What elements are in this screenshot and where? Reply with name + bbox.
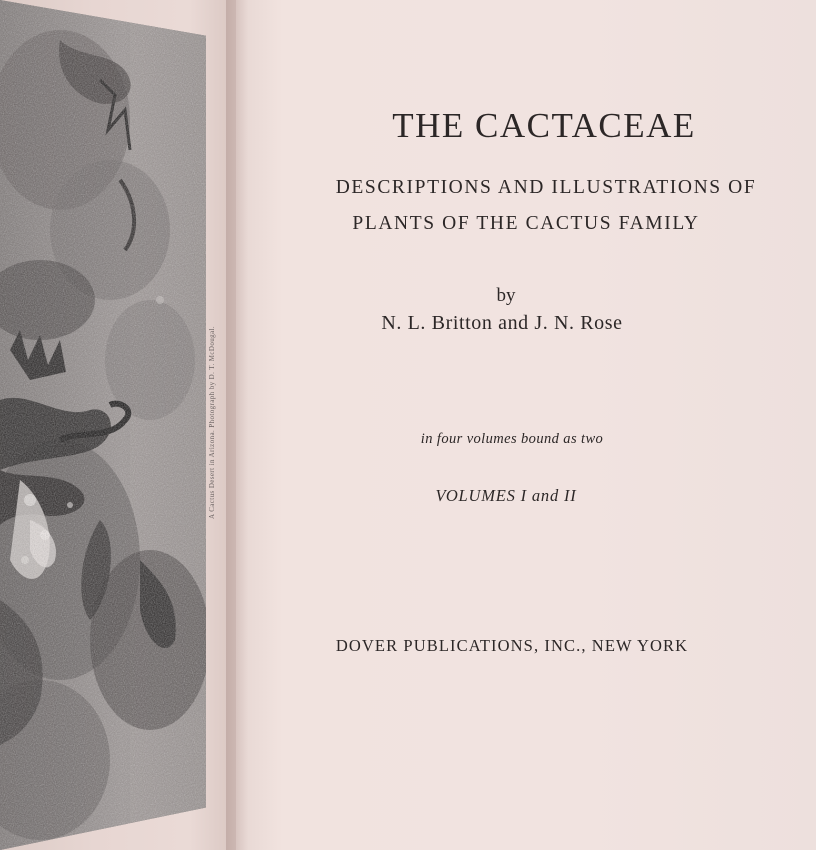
authors: N. L. Britton and J. N. Rose [381,312,623,334]
publisher-imprint: DOVER PUBLICATIONS, INC., NEW YORK [335,636,689,655]
volume-note: in four volumes bound as two [420,431,604,447]
frontispiece-photo [0,0,206,850]
frontispiece-page [0,0,236,850]
book-gutter [226,0,248,850]
title-page [236,0,816,850]
by-line: by [496,285,516,306]
cactus-desert-photo [0,0,206,850]
frontispiece-caption: A Cactus Desert in Arizona. Photograph by D. T. McDougal. [208,325,216,519]
subtitle-line-2: PLANTS OF THE CACTUS FAMILY [352,213,700,234]
book-title: THE CACTACEAE [392,106,696,145]
volumes-label: VOLUMES I and II [435,486,577,505]
subtitle-line-1: DESCRIPTIONS AND ILLUSTRATIONS OF [335,177,757,198]
